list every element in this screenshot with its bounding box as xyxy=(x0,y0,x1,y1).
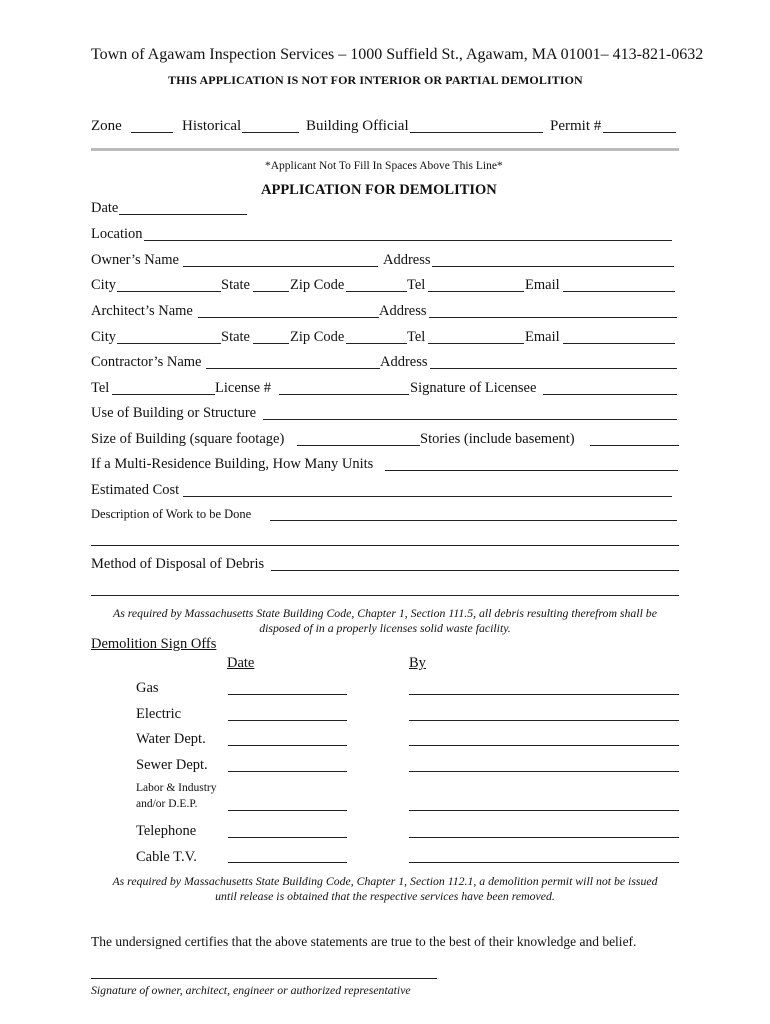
architect-city-label: City xyxy=(91,329,116,345)
contractor-address-field[interactable] xyxy=(430,368,677,369)
architect-zip-field[interactable] xyxy=(346,343,407,344)
gas-date-field[interactable] xyxy=(228,694,347,695)
owner-tel-label: Tel xyxy=(407,277,426,293)
zone-field[interactable] xyxy=(131,132,173,133)
signature-licensee-field[interactable] xyxy=(543,394,677,395)
permit-label: Permit # xyxy=(550,118,602,134)
architect-zip-label: Zip Code xyxy=(290,329,345,345)
form-title: APPLICATION FOR DEMOLITION xyxy=(261,182,497,198)
electric-date-field[interactable] xyxy=(228,720,347,721)
separator-line xyxy=(91,148,679,151)
license-label: License # xyxy=(215,380,271,396)
contractor-address-label: Address xyxy=(380,354,428,370)
owner-city-label: City xyxy=(91,277,116,293)
disposal-field-line-2[interactable] xyxy=(91,595,679,596)
sewer-date-field[interactable] xyxy=(228,771,347,772)
owners-name-field[interactable] xyxy=(183,266,378,267)
applicant-note: *Applicant Not To Fill In Spaces Above This Line* xyxy=(265,160,503,172)
dep-label: and/or D.E.P. xyxy=(136,798,198,810)
stories-field[interactable] xyxy=(590,445,679,446)
building-official-label: Building Official xyxy=(306,118,409,134)
release-note-line-2: until release is obtained that the respective services have been removed. xyxy=(215,889,555,903)
owner-state-field[interactable] xyxy=(253,291,289,292)
owner-zip-label: Zip Code xyxy=(290,277,345,293)
description-field-line-2[interactable] xyxy=(91,545,679,546)
labor-by-field[interactable] xyxy=(409,810,679,811)
gas-label: Gas xyxy=(136,680,159,696)
location-field[interactable] xyxy=(144,240,672,241)
owner-email-field[interactable] xyxy=(563,291,675,292)
owner-city-field[interactable] xyxy=(117,291,221,292)
contractors-name-label: Contractor’s Name xyxy=(91,354,202,370)
owner-address-field[interactable] xyxy=(432,266,674,267)
telephone-label: Telephone xyxy=(136,823,197,839)
description-field[interactable] xyxy=(270,520,677,521)
disposal-field[interactable] xyxy=(271,570,679,571)
sewer-dept-label: Sewer Dept. xyxy=(136,757,208,773)
release-note: As required by Massachusetts State Building Code, Chapter 1, Section 112.1, a demolition permit will not be issued xyxy=(112,874,658,888)
date-field[interactable] xyxy=(119,214,247,215)
permit-field[interactable] xyxy=(603,132,676,133)
owner-zip-field[interactable] xyxy=(346,291,407,292)
date-label: Date xyxy=(91,200,119,216)
historical-label: Historical xyxy=(182,118,242,134)
debris-note: As required by Massachusetts State Building Code, Chapter 1, Section 111.5, all debris resulting therefrom shall be xyxy=(113,606,657,620)
owner-state-label: State xyxy=(221,277,250,293)
architect-state-label: State xyxy=(221,329,250,345)
telephone-date-field[interactable] xyxy=(228,837,347,838)
electric-label: Electric xyxy=(136,706,182,722)
size-of-building-label: Size of Building (square footage) xyxy=(91,431,285,447)
cable-by-field[interactable] xyxy=(409,862,679,863)
size-of-building-field[interactable] xyxy=(297,445,420,446)
signature-caption: Signature of owner, architect, engineer or authorized representative xyxy=(91,983,411,997)
sign-offs-heading: Demolition Sign Offs xyxy=(91,636,217,652)
date-column-header: Date xyxy=(227,655,255,671)
electric-by-field[interactable] xyxy=(409,720,679,721)
architect-tel-label: Tel xyxy=(407,329,426,345)
multi-residence-field[interactable] xyxy=(385,470,678,471)
estimated-cost-label: Estimated Cost xyxy=(91,482,180,498)
cable-tv-label: Cable T.V. xyxy=(136,849,197,865)
architects-name-field[interactable] xyxy=(198,317,379,318)
certification-statement: The undersigned certifies that the above statements are true to the best of their knowledge and belief. xyxy=(91,934,637,949)
sewer-by-field[interactable] xyxy=(409,771,679,772)
owner-email-label: Email xyxy=(525,277,560,293)
by-column-header: By xyxy=(409,655,426,671)
estimated-cost-field[interactable] xyxy=(183,496,672,497)
water-date-field[interactable] xyxy=(228,745,347,746)
contractor-tel-field[interactable] xyxy=(112,394,215,395)
historical-field[interactable] xyxy=(242,132,299,133)
stories-label: Stories (include basement) xyxy=(420,431,575,447)
owner-tel-field[interactable] xyxy=(428,291,524,292)
signature-field[interactable] xyxy=(91,978,437,979)
architect-address-field[interactable] xyxy=(429,317,677,318)
demolition-notice: THIS APPLICATION IS NOT FOR INTERIOR OR PARTIAL DEMOLITION xyxy=(168,73,583,87)
multi-residence-label: If a Multi-Residence Building, How Many Units xyxy=(91,456,374,472)
architect-email-label: Email xyxy=(525,329,560,345)
contractor-tel-label: Tel xyxy=(91,380,110,396)
disposal-label: Method of Disposal of Debris xyxy=(91,556,265,572)
contractors-name-field[interactable] xyxy=(206,368,380,369)
owner-address-label: Address xyxy=(383,252,431,268)
owners-name-label: Owner’s Name xyxy=(91,252,179,268)
telephone-by-field[interactable] xyxy=(409,837,679,838)
gas-by-field[interactable] xyxy=(409,694,679,695)
zone-label: Zone xyxy=(91,118,122,134)
license-field[interactable] xyxy=(279,394,409,395)
office-address-line: Town of Agawam Inspection Services – 1000 Suffield St., Agawam, MA 01001– 413-821-0632 xyxy=(91,46,704,63)
architects-name-label: Architect’s Name xyxy=(91,303,193,319)
architect-tel-field[interactable] xyxy=(428,343,524,344)
architect-email-field[interactable] xyxy=(563,343,675,344)
building-official-field[interactable] xyxy=(410,132,543,133)
use-of-building-field[interactable] xyxy=(263,419,677,420)
labor-industry-label: Labor & Industry xyxy=(136,782,217,794)
description-label: Description of Work to be Done xyxy=(91,507,252,521)
signature-licensee-label: Signature of Licensee xyxy=(410,380,537,396)
water-by-field[interactable] xyxy=(409,745,679,746)
debris-note-line-2: disposed of in a properly licenses solid waste facility. xyxy=(259,621,511,635)
architect-address-label: Address xyxy=(379,303,427,319)
water-dept-label: Water Dept. xyxy=(136,731,206,747)
cable-date-field[interactable] xyxy=(228,862,347,863)
labor-date-field[interactable] xyxy=(228,810,347,811)
architect-state-field[interactable] xyxy=(253,343,289,344)
use-of-building-label: Use of Building or Structure xyxy=(91,405,257,421)
architect-city-field[interactable] xyxy=(117,343,221,344)
location-label: Location xyxy=(91,226,143,242)
